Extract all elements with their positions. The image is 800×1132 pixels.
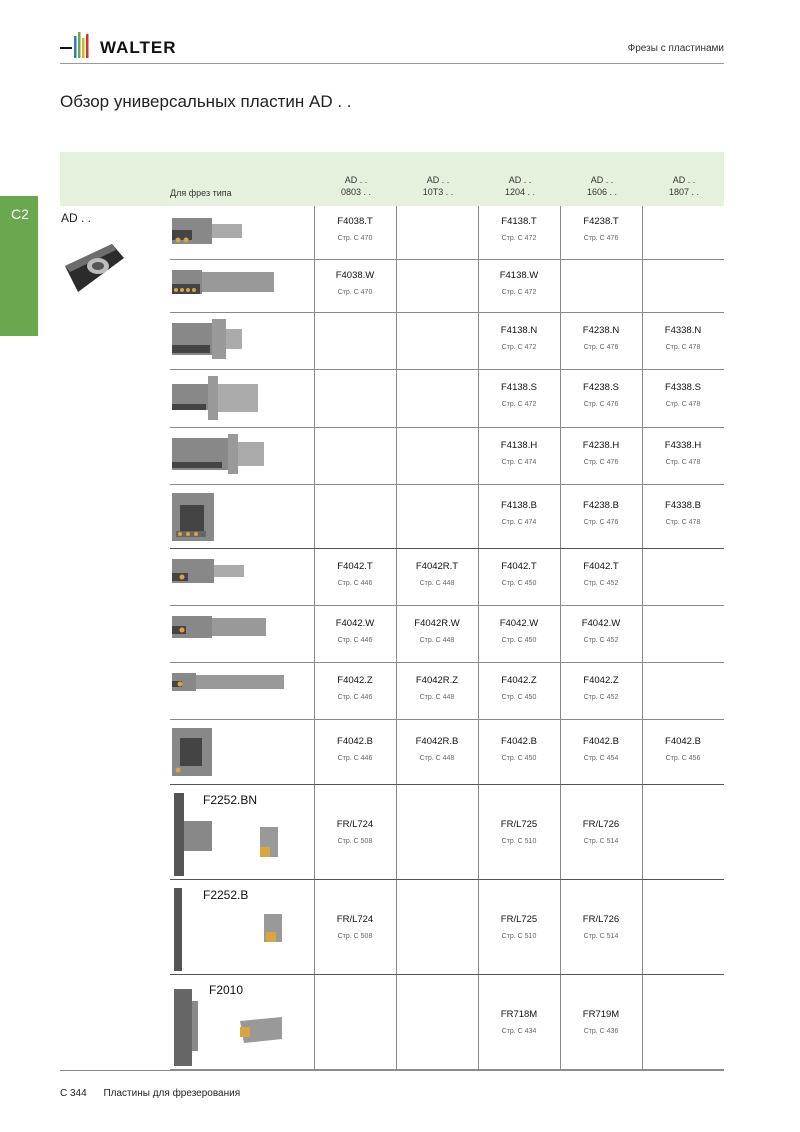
section-title: Фрезы с пластинами	[627, 43, 724, 54]
page-reference: Стр. C 446	[337, 579, 373, 587]
page-reference: Стр. C 470	[337, 288, 373, 296]
product-cell	[314, 736, 396, 762]
page-footer	[60, 1088, 240, 1099]
product-cell	[314, 675, 396, 701]
product-cell	[560, 1009, 642, 1035]
column-header-10t3: AD . . 10T3 . .	[422, 175, 454, 197]
product-code: F4138.S	[501, 382, 537, 393]
product-code: F4042.Z	[501, 674, 537, 686]
product-code: F4042.T	[583, 560, 619, 572]
product-cell	[314, 270, 396, 296]
page-reference: Стр. C 472	[501, 288, 537, 296]
cutter-type-name: F2252.BN	[203, 793, 258, 807]
page-reference: Стр. C 478	[665, 401, 701, 408]
page-reference: Стр. C 476	[583, 235, 619, 242]
product-cell	[478, 736, 560, 762]
product-code: F4042.W	[499, 617, 539, 629]
product-code: FR718M	[500, 1009, 538, 1020]
cutter-type-name: F2010	[209, 983, 244, 997]
product-code: F4042.Z	[337, 674, 373, 686]
page-reference: Стр. C 514	[583, 933, 619, 940]
product-code: F4338.N	[664, 324, 702, 336]
product-cell	[560, 618, 642, 644]
page-reference: Стр. C 448	[419, 754, 455, 762]
page-number: C 344	[60, 1088, 87, 1099]
product-cell	[478, 440, 560, 466]
page-reference: Стр. C 478	[665, 519, 701, 526]
product-cell	[560, 216, 642, 242]
product-code: F4042.T	[501, 560, 537, 572]
product-code: F4238.T	[583, 216, 619, 227]
product-code: F4042.B	[337, 735, 373, 747]
insert-type-label: AD . .	[61, 211, 92, 225]
product-code: F4138.W	[499, 269, 539, 281]
page-reference: Стр. C 476	[583, 343, 619, 351]
column-header-0803: AD . . 0803 . .	[340, 175, 372, 197]
column-header-1204: AD . . 1204 . .	[504, 175, 536, 197]
page-reference: Стр. C 436	[583, 1028, 619, 1035]
product-code: F4138.B	[501, 500, 537, 511]
product-cell	[560, 736, 642, 762]
product-code: F4042R.T	[415, 560, 459, 572]
product-code: F4138.N	[500, 324, 538, 336]
page-reference: Стр. C 508	[337, 838, 373, 845]
product-cell	[642, 500, 724, 526]
product-cell	[560, 382, 642, 408]
cutter-type-name: F2252.B	[203, 888, 249, 902]
product-cell	[560, 325, 642, 351]
product-cell	[396, 736, 478, 762]
product-cell	[478, 675, 560, 701]
product-code: FR/L726	[582, 819, 620, 830]
page-reference: Стр. C 474	[501, 519, 537, 526]
product-code: F4042.W	[335, 617, 375, 629]
page-reference: Стр. C 450	[501, 636, 537, 644]
cutter-image	[170, 491, 300, 550]
cutter-image	[170, 555, 300, 607]
page-reference: Стр. C 476	[583, 519, 619, 526]
page-reference: Стр. C 448	[419, 693, 455, 701]
product-cell	[560, 819, 642, 845]
cutter-image	[170, 376, 300, 429]
page-reference: Стр. C 446	[337, 693, 373, 701]
product-cell	[314, 561, 396, 587]
column-header-1606: AD . . 1606 . .	[586, 175, 618, 197]
product-cell	[478, 500, 560, 526]
product-cell	[314, 618, 396, 644]
product-cell	[642, 440, 724, 466]
product-code: F4338.S	[665, 382, 701, 393]
page-reference: Стр. C 434	[501, 1028, 537, 1035]
page-reference: Стр. C 510	[501, 933, 537, 940]
page-reference: Стр. C 514	[583, 838, 619, 845]
product-code: F4038.T	[337, 216, 373, 227]
product-cell	[642, 736, 724, 762]
cutter-image	[170, 612, 300, 664]
product-cell	[478, 618, 560, 644]
product-code: F4042.W	[581, 617, 621, 629]
page-reference: Стр. C 450	[501, 754, 537, 762]
cutter-image	[170, 434, 300, 486]
chapter-tab	[0, 196, 38, 336]
page-reference: Стр. C 452	[583, 636, 619, 644]
product-cell	[314, 216, 396, 242]
page-reference: Стр. C 478	[665, 458, 701, 466]
product-cell	[478, 561, 560, 587]
page-reference: Стр. C 476	[583, 458, 619, 466]
product-cell	[642, 325, 724, 351]
page-reference: Стр. C 510	[501, 838, 537, 845]
cutter-image	[170, 726, 300, 786]
footer-section: Пластины для фрезерования	[103, 1088, 241, 1099]
page-reference: Стр. C 446	[337, 754, 373, 762]
page-reference: Стр. C 450	[501, 579, 537, 587]
product-code: F4042.B	[665, 735, 701, 747]
product-cell	[478, 216, 560, 242]
page-reference: Стр. C 446	[337, 636, 373, 644]
product-cell	[314, 819, 396, 845]
cutter-image	[170, 319, 300, 371]
cutter-image	[170, 212, 300, 261]
page-reference: Стр. C 508	[337, 933, 373, 940]
page-reference: Стр. C 448	[419, 636, 455, 644]
product-cell	[560, 500, 642, 526]
product-cell	[396, 675, 478, 701]
product-code: F4042.B	[583, 735, 619, 747]
product-cell	[314, 914, 396, 940]
walter-logo	[60, 30, 200, 60]
product-cell	[560, 440, 642, 466]
product-code: F4042.B	[501, 735, 537, 747]
cutter-image	[170, 669, 300, 721]
brand-name: WALTER	[100, 38, 177, 57]
insert-image	[60, 236, 130, 296]
product-cell	[560, 914, 642, 940]
product-code: F4338.B	[665, 500, 701, 511]
page-reference: Стр. C 474	[501, 458, 537, 466]
page-reference: Стр. C 472	[501, 235, 537, 242]
product-code: FR/L724	[336, 914, 374, 925]
page-reference: Стр. C 470	[337, 235, 373, 242]
page-reference: Стр. C 478	[665, 343, 701, 351]
page-reference: Стр. C 448	[419, 579, 455, 587]
product-cell	[478, 914, 560, 940]
product-cell	[478, 819, 560, 845]
product-code: F4138.H	[500, 439, 538, 451]
page-reference: Стр. C 456	[665, 754, 701, 762]
page-reference: Стр. C 472	[501, 343, 537, 351]
product-cell	[560, 675, 642, 701]
product-cell	[478, 270, 560, 296]
product-code: F4238.H	[582, 439, 620, 451]
column-label: Для фрез типа	[170, 188, 232, 198]
product-code: F4042R.B	[415, 735, 459, 747]
product-code: F4138.T	[501, 216, 537, 227]
product-cell	[396, 618, 478, 644]
page-title: Обзор универсальных пластин AD . .	[60, 92, 352, 111]
product-code: FR/L726	[582, 914, 620, 925]
product-code: F4238.S	[583, 382, 619, 393]
page-reference: Стр. C 476	[583, 401, 619, 408]
product-cell	[478, 325, 560, 351]
product-code: F4238.B	[583, 500, 619, 511]
product-code: FR/L725	[500, 914, 538, 925]
product-cell	[642, 382, 724, 408]
page-reference: Стр. C 472	[501, 401, 537, 408]
page-reference: Стр. C 452	[583, 693, 619, 701]
product-code: FR/L724	[336, 819, 374, 830]
table-header	[60, 152, 724, 206]
product-cell	[560, 561, 642, 587]
product-cell	[478, 1009, 560, 1035]
column-header-1807: AD . . 1807 . .	[668, 175, 700, 197]
table-bottom-line	[60, 1070, 724, 1071]
product-code: F4042.T	[337, 560, 373, 572]
page-reference: Стр. C 452	[583, 579, 619, 587]
page-header	[60, 28, 724, 64]
product-code: FR/L725	[500, 819, 538, 830]
product-code: F4038.W	[335, 269, 375, 281]
product-code: F4338.H	[664, 439, 702, 451]
product-cell	[478, 382, 560, 408]
product-code: F4042.Z	[583, 674, 619, 686]
product-code: F4042R.Z	[415, 674, 459, 686]
page-reference: Стр. C 450	[501, 693, 537, 701]
product-cell	[396, 561, 478, 587]
product-code: FR719M	[582, 1009, 620, 1020]
product-code: F4238.N	[582, 324, 620, 336]
chapter-tab-label: C2	[11, 206, 29, 222]
product-code: F4042R.W	[414, 617, 460, 629]
cutter-image	[170, 266, 300, 314]
page-reference: Стр. C 454	[583, 754, 619, 762]
